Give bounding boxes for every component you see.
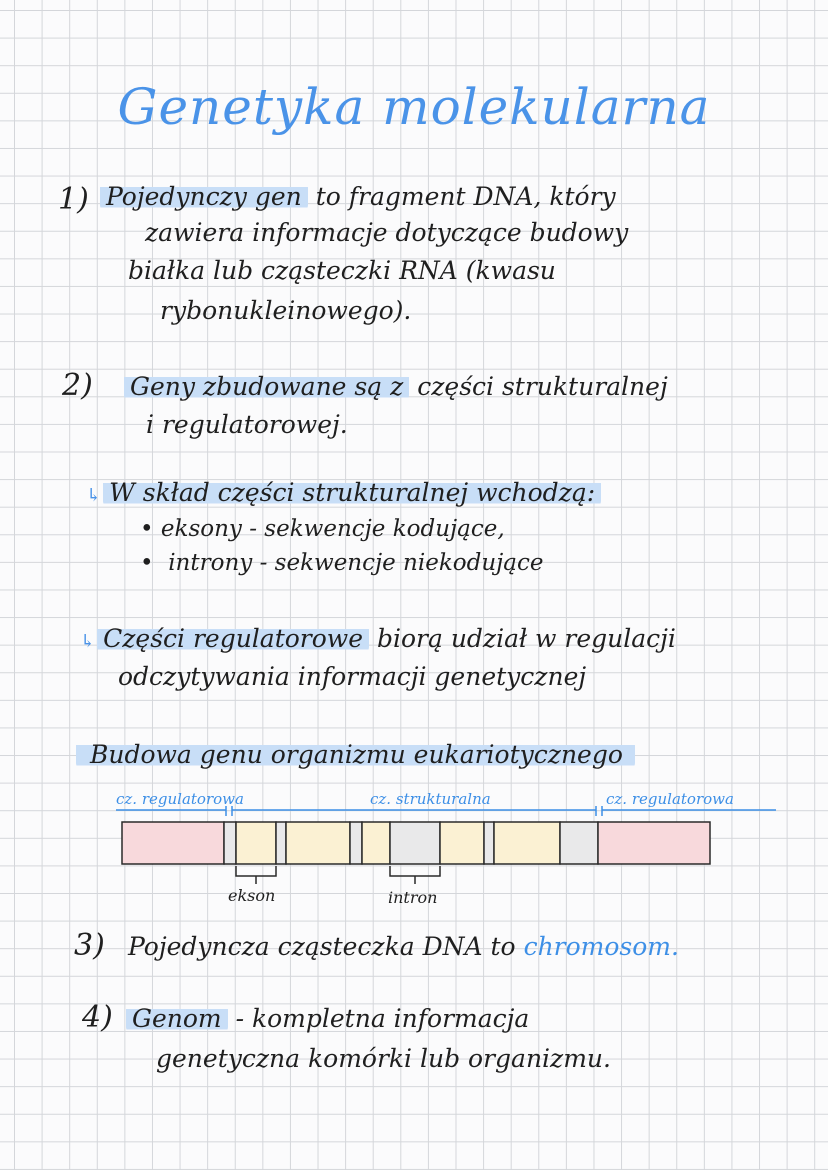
section-3-text: Pojedyncza cząsteczka DNA to — [128, 932, 516, 961]
regulatory-line-1-rest: biorą udział w regulacji — [376, 624, 676, 653]
regulatory-line-2: odczytywania informacji genetycznej — [118, 662, 587, 691]
arrow-icon: ↳ — [80, 631, 96, 652]
bracket-intron — [390, 866, 440, 884]
bracket-regulatory-right — [602, 806, 776, 816]
bullet-exons-text: eksony - sekwencje kodujące, — [160, 516, 505, 542]
section-2-highlight: Geny zbudowane są z — [124, 372, 409, 401]
section-2-line-2: i regulatorowej. — [146, 410, 348, 439]
arrow-icon: ↳ — [86, 485, 102, 506]
section-4-line-2: genetyczna komórki lub organizmu. — [156, 1044, 611, 1073]
segment-intron — [484, 822, 494, 864]
segment-exon — [494, 822, 560, 864]
section-1-line-1-rest: to fragment DNA, który — [315, 182, 616, 211]
segment-regulatory-right — [598, 822, 710, 864]
segment-intron — [350, 822, 362, 864]
segment-regulatory-left — [122, 822, 224, 864]
bracket-exon — [236, 866, 276, 884]
label-intron: intron — [388, 888, 438, 907]
segment-exon — [440, 822, 484, 864]
bracket-structural — [232, 806, 596, 816]
segment-intron — [276, 822, 286, 864]
regulatory-highlight: Części regulatorowe — [97, 624, 369, 653]
section-4-line-1-rest: - kompletna informacja — [235, 1004, 530, 1033]
structural-heading-text: W skład części strukturalnej wchodzą: — [103, 478, 601, 507]
bullet-introns-text: introny - sekwencje niekodujące — [168, 550, 544, 576]
section-1-highlight: Pojedynczy gen — [100, 182, 308, 211]
label-regulatory-left: cz. regulatorowa — [116, 790, 244, 808]
segment-exon — [236, 822, 276, 864]
segment-exon — [286, 822, 350, 864]
bullet-icon: • — [140, 516, 161, 542]
page-title: Genetyka molekularna — [117, 78, 711, 136]
segment-intron — [390, 822, 440, 864]
section-1-line-4: rybonukleinowego). — [160, 296, 412, 325]
section-4-highlight: Genom — [126, 1004, 228, 1033]
diagram-heading-text: Budowa genu organizmu eukariotycznego — [76, 740, 635, 769]
section-1-line-2: zawiera informacje dotyczące budowy — [145, 218, 629, 247]
section-4-number: 4) — [82, 1000, 113, 1035]
section-2-number: 2) — [62, 368, 93, 403]
label-regulatory-right: cz. regulatorowa — [606, 790, 734, 808]
label-exon: ekson — [228, 886, 276, 905]
section-1-number: 1) — [58, 182, 89, 217]
section-3-number: 3) — [74, 928, 105, 963]
section-1-line-3: białka lub cząsteczki RNA (kwasu — [128, 256, 556, 285]
bracket-regulatory-left — [116, 806, 226, 816]
segment-exon — [362, 822, 390, 864]
section-3-line — [128, 932, 679, 961]
segment-intron — [224, 822, 236, 864]
label-structural: cz. strukturalna — [370, 790, 491, 808]
section-2-line-1-rest: części strukturalnej — [417, 372, 668, 401]
section-4-line-1 — [126, 1004, 529, 1033]
segment-intron — [560, 822, 598, 864]
section-3-chromosome: chromosom. — [523, 932, 679, 961]
bullet-icon: • — [140, 550, 169, 576]
